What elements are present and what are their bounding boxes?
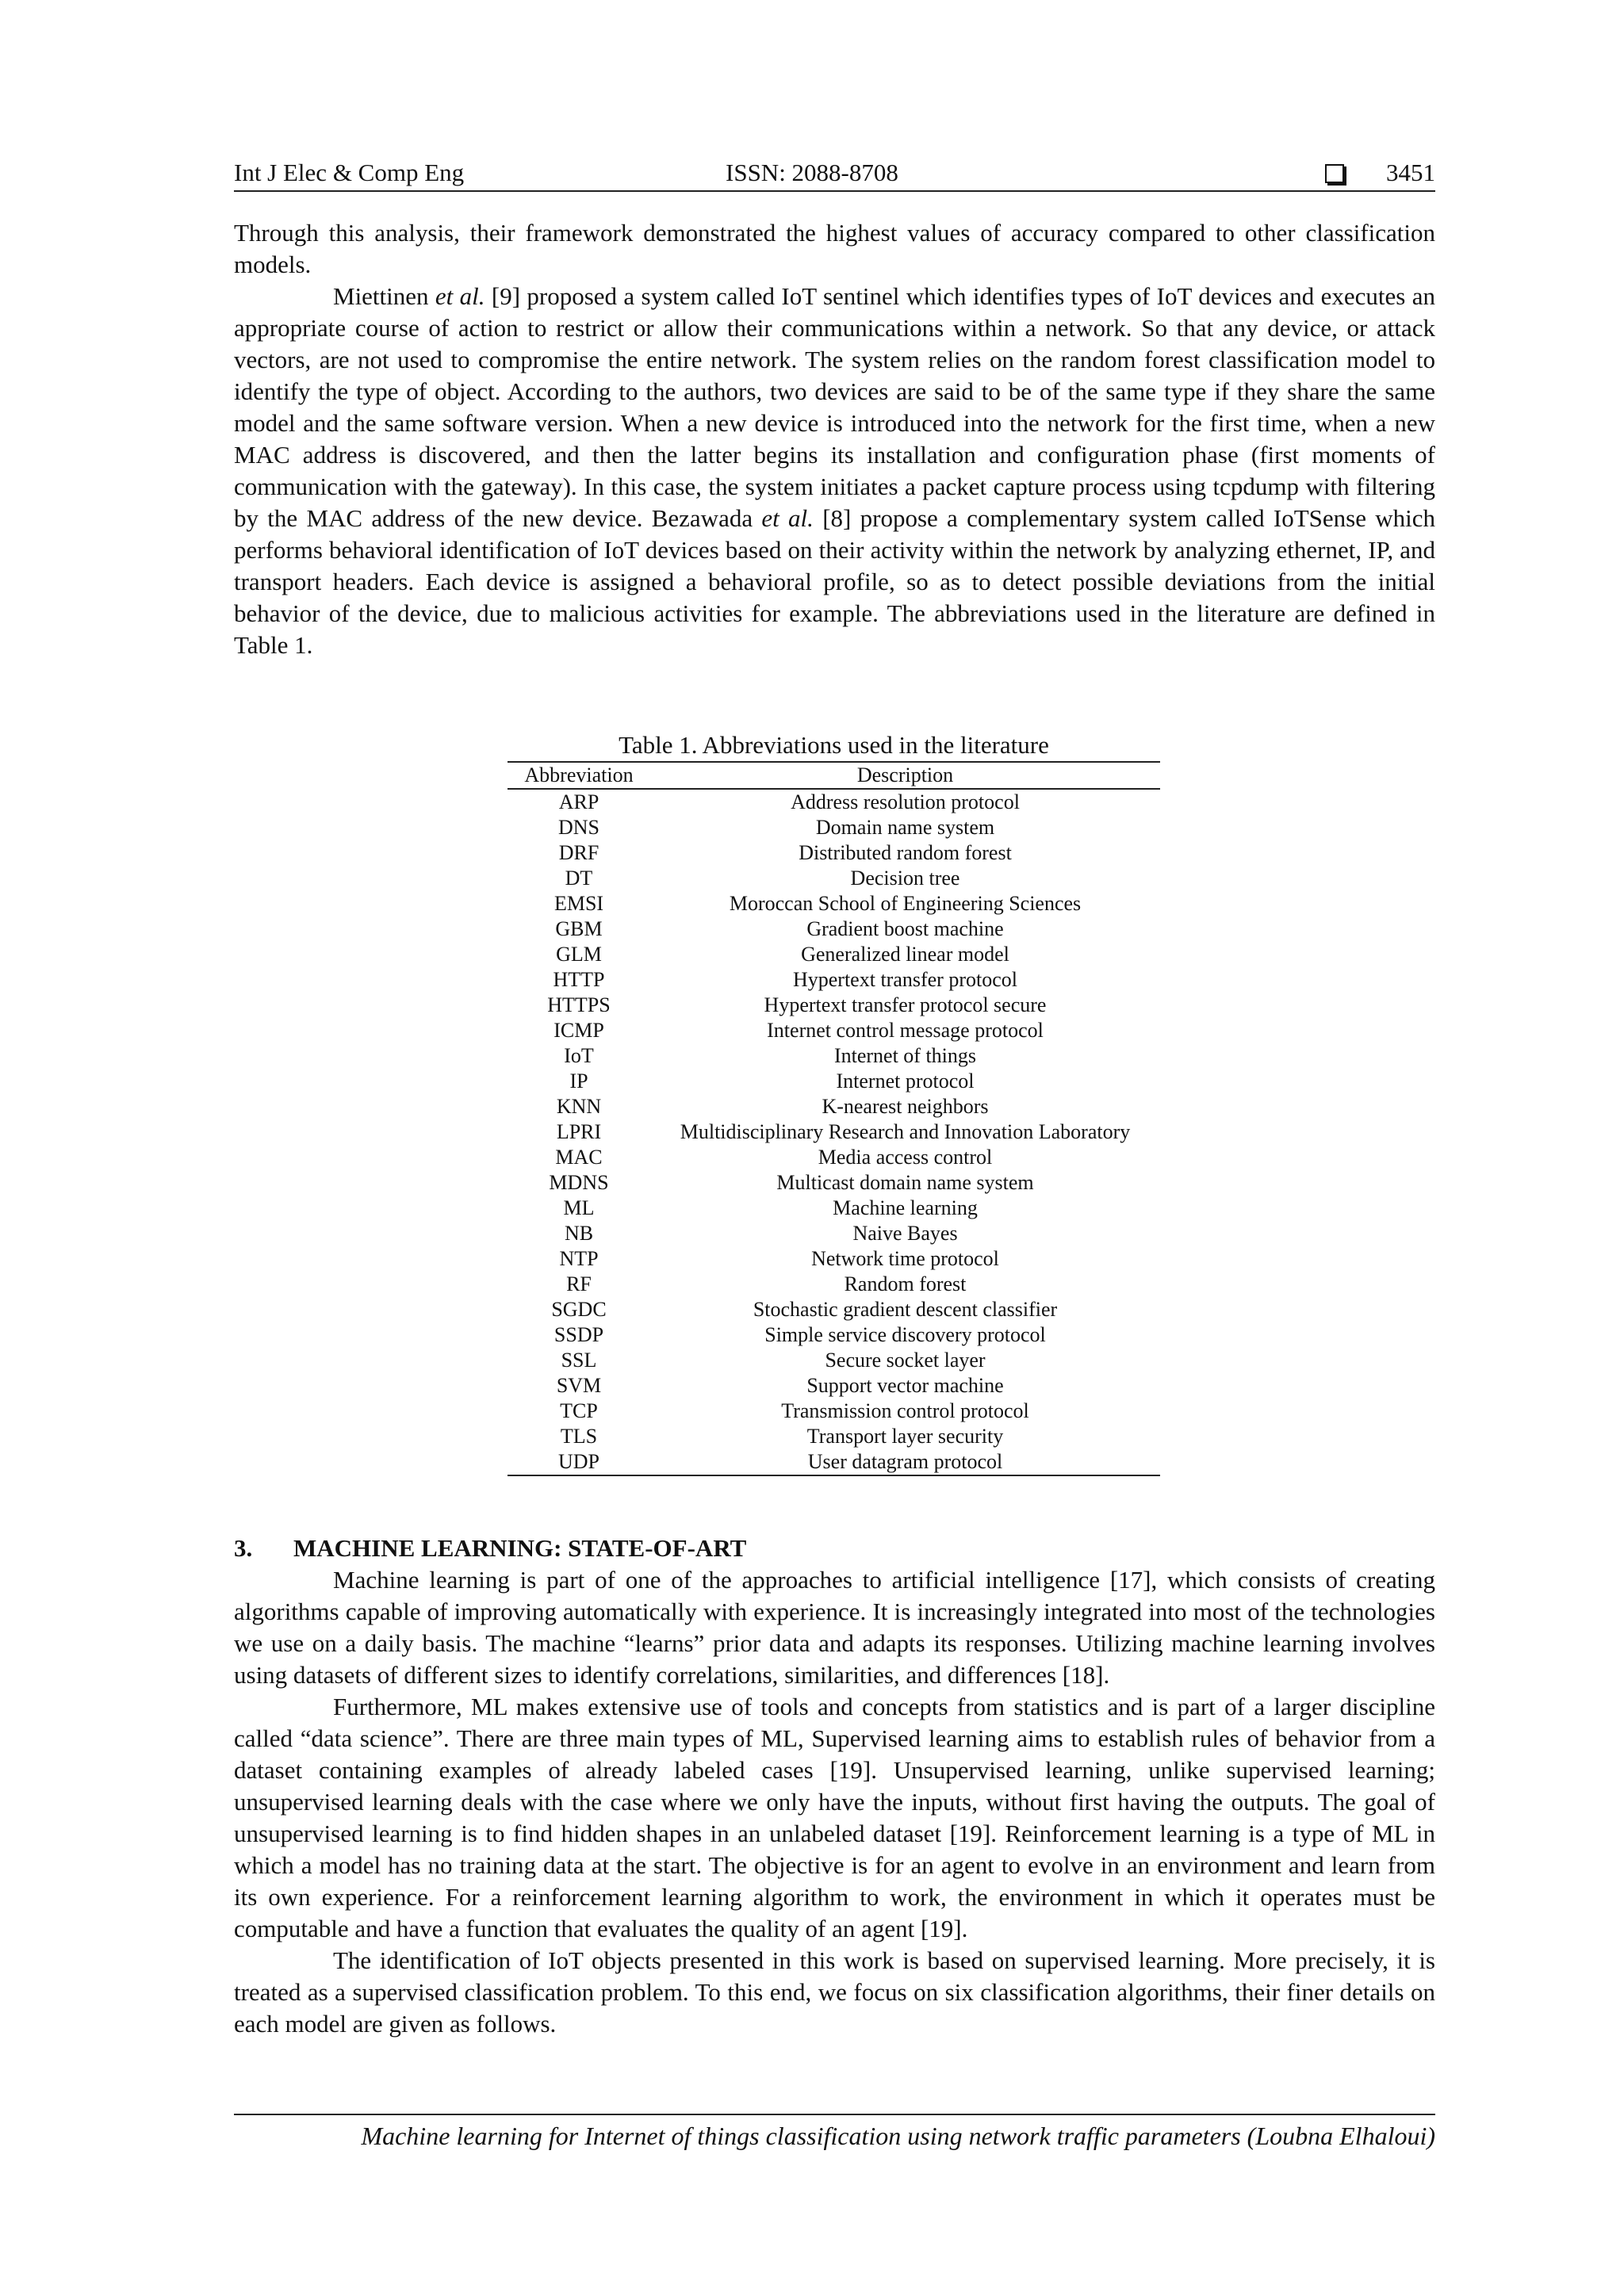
abbreviation-cell: HTTPS (547, 993, 611, 1016)
description-cell: Support vector machine (806, 1374, 1004, 1397)
abbreviation-cell: HTTP (553, 968, 605, 991)
table-row (508, 1272, 1160, 1297)
table-row (508, 840, 1160, 866)
paragraph: The identification of IoT objects presented in this work is based on supervised learning. More precisely, it is treated as a supervised classification problem. To this end, we focus on six classification algorithms, their finer details on each model are given as follows. (234, 1946, 1435, 2038)
table-row (508, 1424, 1160, 1449)
table-row (508, 1297, 1160, 1322)
table-row (508, 1043, 1160, 1069)
abbreviation-cell: TCP (560, 1399, 598, 1422)
table-row (508, 1119, 1160, 1145)
description-cell: Address resolution protocol (791, 790, 1020, 813)
abbreviation-cell: LPRI (556, 1120, 602, 1143)
table-header-row (508, 762, 1160, 789)
abbreviation-cell: NTP (559, 1247, 599, 1270)
abbreviation-cell: NB (564, 1222, 594, 1245)
table-row (508, 1221, 1160, 1246)
description-cell: Internet control message protocol (767, 1019, 1044, 1042)
description-cell: Multidisciplinary Research and Innovation Laboratory (680, 1120, 1131, 1143)
abbreviation-cell: SVM (556, 1374, 602, 1397)
description-cell: Multicast domain name system (776, 1171, 1034, 1194)
abbreviation-cell: MDNS (549, 1171, 609, 1194)
checkbox-square-icon (1325, 164, 1344, 183)
table-row (508, 1018, 1160, 1043)
abbreviation-cell: IoT (564, 1044, 594, 1067)
table-row (508, 1196, 1160, 1221)
description-cell: Stochastic gradient descent classifier (753, 1298, 1058, 1321)
table-row (508, 1322, 1160, 1348)
running-footer: Machine learning for Internet of things classification using network traffic parameters (Loubna Elhaloui) (234, 2114, 1435, 2153)
column-header-description: Description (650, 762, 1160, 789)
abbreviation-table-block (508, 731, 1160, 1476)
table-caption: Table 1. Abbreviations used in the literature (619, 731, 1049, 759)
table-row (508, 1348, 1160, 1373)
paragraph: Through this analysis, their framework demonstrated the highest values of accuracy compared to other classification models. (234, 219, 1435, 278)
abbreviation-cell: GBM (555, 917, 603, 940)
abbreviation-cell: DRF (558, 841, 599, 864)
table-row (508, 916, 1160, 942)
description-cell: Simple service discovery protocol (764, 1323, 1046, 1346)
table-row (508, 891, 1160, 916)
description-cell: Domain name system (815, 816, 995, 839)
abbreviation-table (508, 761, 1160, 1476)
table-row (508, 866, 1160, 891)
description-cell: Internet protocol (836, 1070, 975, 1093)
abbreviation-cell: DNS (557, 816, 599, 839)
table-row (508, 993, 1160, 1018)
abbreviation-cell: RF (566, 1272, 592, 1295)
abbreviation-cell: SGDC (551, 1298, 607, 1321)
description-cell: Media access control (818, 1146, 993, 1169)
journal-name: Int J Elec & Comp Eng (234, 159, 465, 186)
table-row (508, 1170, 1160, 1196)
description-cell: Gradient boost machine (806, 917, 1004, 940)
abbreviation-cell: KNN (556, 1095, 602, 1118)
table-row (508, 1094, 1160, 1119)
abbreviation-cell: MAC (555, 1146, 603, 1169)
description-cell: Hypertext transfer protocol (792, 968, 1017, 991)
table-row (508, 1069, 1160, 1094)
section-text (234, 1564, 1435, 2040)
paragraph: Furthermore, ML makes extensive use of tools and concepts from statistics and is part of a larger discipline called “data science”. There are three main types of ML, Supervised learning aims to establish rules of behavior from a dataset containing examples of already labeled cases [19]. Unsupervised learning, unlike supervised learning; unsupervised learning deals with the case where we only have the inputs, without first having the outputs. The goal of unsupervised learning is to find hidden shapes in an unlabeled dataset [19]. Reinforcement learning is a type of ML in which a model has no training data at the start. The objective is for an agent to evolve in an environment and learn from its own experience. For a reinforcement learning algorithm to work, the environment in which it operates must be computable and have a function that evaluates the quality of an agent [19]. (234, 1693, 1435, 1942)
table-row (508, 1399, 1160, 1424)
section-title: MACHINE LEARNING: STATE-OF-ART (293, 1534, 747, 1562)
abbreviation-cell: GLM (556, 943, 602, 966)
table-row (508, 1246, 1160, 1272)
table-body (508, 789, 1160, 1475)
table-row (508, 967, 1160, 993)
description-cell: Secure socket layer (825, 1349, 986, 1372)
section-heading (234, 1533, 746, 1564)
description-cell: Transmission control protocol (781, 1399, 1029, 1422)
abbreviation-cell: DT (565, 867, 593, 890)
abbreviation-cell: SSL (561, 1349, 597, 1372)
description-cell: Hypertext transfer protocol secure (764, 993, 1047, 1016)
description-cell: Moroccan School of Engineering Sciences (729, 892, 1082, 915)
table-row (508, 1373, 1160, 1399)
paragraph: Machine learning is part of one of the approaches to artificial intelligence [17], which consists of creating algorithms capable of improving automatically with experience. It is increasingly integrated into most of the technologies we use on a daily basis. The machine “learns” prior data and adapts its responses. Utilizing machine learning involves using datasets of different sizes to identify correlations, similarities, and differences [18]. (234, 1566, 1435, 1689)
description-cell: Generalized linear model (801, 943, 1009, 966)
table-row (508, 1449, 1160, 1475)
description-cell: K-nearest neighbors (822, 1095, 989, 1118)
section-number: 3. (234, 1534, 253, 1562)
table-row (508, 815, 1160, 840)
description-cell: User datagram protocol (650, 1449, 1160, 1475)
abbreviation-cell: UDP (508, 1449, 650, 1475)
table-row (508, 1145, 1160, 1170)
abbreviation-cell: IP (569, 1070, 588, 1093)
abbreviation-cell: ICMP (553, 1019, 604, 1042)
table-row (508, 942, 1160, 967)
description-cell: Decision tree (850, 867, 960, 890)
page-number: 3451 (1386, 159, 1435, 186)
abbreviation-cell: SSDP (553, 1323, 604, 1346)
description-cell: Random forest (844, 1272, 967, 1295)
issn: ISSN: 2088-8708 (726, 159, 898, 186)
description-cell: Machine learning (833, 1196, 978, 1219)
table-row (508, 789, 1160, 815)
description-cell: Network time protocol (811, 1247, 999, 1270)
intro-text (234, 217, 1435, 661)
description-cell: Distributed random forest (799, 841, 1012, 864)
description-cell: Transport layer security (806, 1425, 1004, 1448)
description-cell: Naive Bayes (852, 1222, 958, 1245)
running-header (234, 155, 1435, 192)
column-header-abbreviation: Abbreviation (508, 762, 650, 789)
description-cell: Internet of things (833, 1044, 977, 1067)
abbreviation-cell: EMSI (553, 892, 604, 915)
abbreviation-cell: ARP (558, 790, 599, 813)
paragraph: Miettinen et al. [9] proposed a system called IoT sentinel which identifies types of IoT devices and executes an appropriate course of action to restrict or allow their communications within a network. So that any device, or attack vectors, are not used to compromise the entire network. The system relies on the random forest classification model to identify the type of object. According to the authors, two devices are said to be of the same type if they share the same model and the same software version. When a new device is introduced into the network for the first time, when a new MAC address is discovered, and then the latter begins its installation and configuration phase (first moments of communication with the gateway). In this case, the system initiates a packet capture process using tcpdump with filtering by the MAC address of the new device. Bezawada et al. [8] propose a complementary system called IoTSense which performs behavioral identification of IoT devices based on their activity within the network by analyzing ethernet, IP, and transport headers. Each device is assigned a behavioral profile, so as to detect possible deviations from the initial behavior of the device, due to malicious activities for example. The abbreviations used in the literature are defined in Table 1. (234, 282, 1435, 659)
abbreviation-cell: ML (563, 1196, 595, 1219)
abbreviation-cell: TLS (560, 1425, 598, 1448)
